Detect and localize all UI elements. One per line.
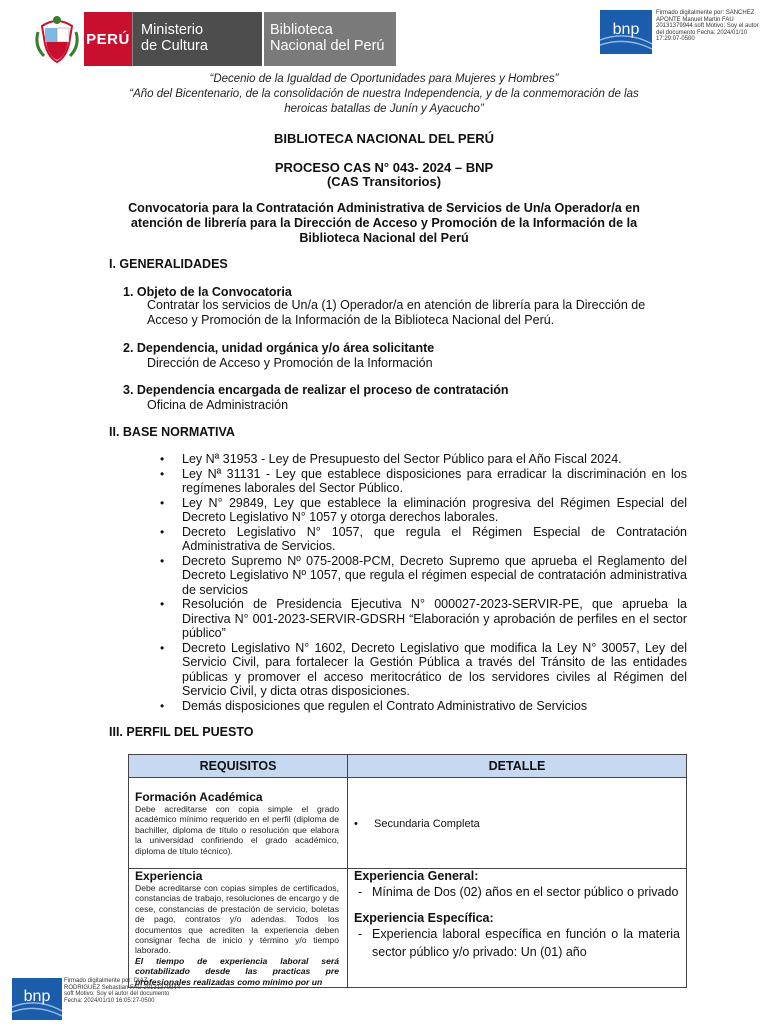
table-cell (348, 869, 687, 988)
req-text: Debe acreditarse con copia simple el grado académico mínimo requerido en el perfil (diploma de bachiller, diploma de título o resolución que elabora la universidad confiriendo el grado académico, diploma de título técnico). (135, 804, 339, 856)
req-text: Debe acreditarse con copias simples de certificados, constancias de trabajo, resoluciones de encargo y de cese, constancias de prestación de servicio, boletas de pago, contratos y/o adendas. Todos los documentos que acrediten la experiencia deben consignar fecha de inicio y término y/o tiempo laborado. (135, 883, 339, 956)
experience-general-text: - Mínima de Dos (02) años en el sector público o privado (348, 883, 686, 901)
coat-of-arms-icon (34, 12, 80, 66)
list-item: • Demás disposiciones que regulen el Contrato Administrativo de Servicios (160, 699, 687, 714)
subsection-heading: 3. Dependencia encargada de realizar el proceso de contratación (123, 383, 509, 397)
subsection-heading: 2. Dependencia, unidad orgánica y/o área solicitante (123, 341, 435, 355)
biblioteca-label: Biblioteca Nacional del Perú (264, 12, 396, 66)
signature-text: Firmado digitalmente por: DIAZ RODRIGUEZ Sebastian FAU 20131379944 soft Motivo: Soy el autor del documento Fecha: 2024/01/10 16:05:27-0500 (64, 978, 181, 1004)
table-cell (129, 869, 348, 988)
col-header-detalle: DETALLE (348, 755, 687, 778)
signature-text: Firmado digitalmente por: SANCHEZ APONTE Manuel Martin FAU 20131379944 soft Motivo: Soy el autor del documento Fecha: 2024/01/10 17:29:07-0500 (656, 10, 759, 42)
experience-specific-heading: Experiencia Específica: (354, 911, 494, 925)
section-heading-generalidades: I. GENERALIDADES (109, 257, 228, 271)
digital-signature-top (600, 10, 768, 54)
table-cell (348, 778, 687, 869)
list-item: • Ley N° 29849, Ley que establece la eliminación progresiva del Régimen Especial del Decreto Legislativo N° 1057 y otorga derechos laborales. (160, 496, 687, 525)
institution-title: BIBLIOTECA NACIONAL DEL PERÚ (273, 131, 495, 146)
bnp-logo: bnp (600, 10, 652, 54)
list-item: • Decreto Legislativo N° 1602, Decreto Legislativo que modifica la Ley N° 30057, Ley del Servicio Civil, para fortalecer la Gestión Pública a través del Tránsito de las entidades públicas y promover el acceso meritocrático de los servidores civiles al Régimen del Servicio Civil, y dicta otras disposiciones. (160, 641, 687, 699)
ministerio-label: Ministerio de Cultura (132, 12, 262, 66)
normative-list (160, 452, 687, 713)
process-title: PROCESO CAS N° 043- 2024 – BNP (274, 160, 494, 175)
subsection-text: Dirección de Acceso y Promoción de la Información (147, 356, 433, 370)
table-cell (129, 778, 348, 869)
experience-specific-text: - Experiencia laboral específica en función o la materia sector público y/o privado: Un (01) año (348, 925, 686, 961)
list-item: • Resolución de Presidencia Ejecutiva N° 000027-2023-SERVIR-PE, que aprueba la Directiva N° 001-2023-SERVIR-GDSRH “Elaboración y aprobación de perfiles en el sector público” (160, 597, 687, 641)
section-heading-base-normativa: II. BASE NORMATIVA (109, 425, 235, 439)
subsection-heading: 1. Objeto de la Convocatoria (123, 285, 292, 299)
profile-table (128, 754, 687, 988)
subsection-text: Oficina de Administración (147, 398, 289, 412)
digital-signature-bottom (12, 978, 184, 1020)
col-header-requisitos: REQUISITOS (129, 755, 348, 778)
list-item: • Ley Nª 31131 - Ley que establece disposiciones para erradicar la discriminación en los regímenes laborales del Sector Público. (160, 467, 687, 496)
req-heading: Experiencia (135, 869, 203, 883)
list-item: • Decreto Supremo Nº 075-2008-PCM, Decreto Supremo que aprueba el Reglamento del Decreto Legislativo Nº 1057, que regula el régimen especial de contratación administrativa de servicios (160, 554, 687, 598)
list-item: • Ley Nª 31953 - Ley de Presupuesto del Sector Público para el Año Fiscal 2024. (160, 452, 687, 467)
experience-general-heading: Experiencia General: (354, 869, 479, 883)
header-logos (34, 12, 396, 66)
bnp-logo: bnp (12, 978, 62, 1020)
peru-label: PERÚ (84, 12, 132, 66)
convocatoria-title: Convocatoria para la Contratación Administrativa de Servicios de Un/a Operador/a en atención de librería para la Dirección de Acceso y Promoción de la Información de la Biblioteca Nacional del Perú (128, 201, 640, 245)
list-item: • Decreto Legislativo N° 1057, que regula el Régimen Especial de Contratación Administrativa de Servicios. (160, 525, 687, 554)
detail-bullet: • Secundaria Completa (354, 818, 480, 830)
req-heading: Formación Académica (135, 790, 263, 804)
section-heading-perfil: III. PERFIL DEL PUESTO (109, 725, 254, 739)
subsection-text: Contratar los servicios de Un/a (1) Operador/a en atención de librería para la Dirección de Acceso y Promoción de la Información de la Biblioteca Nacional del Perú. (147, 298, 646, 327)
decenio-quote: “Decenio de la Igualdad de Oportunidades para Mujeres y Hombres” “Año del Bicentenario, de la consolidación de nuestra Independencia, y de la conmemoración de las heroicas batallas de Junín y Ayacucho” (129, 73, 639, 115)
process-type: (CAS Transitorios) (326, 174, 442, 189)
req-bold-note: El tiempo de experiencia laboral será contabilizado desde las practicas pre profesionales realizadas como mínimo por un (135, 955, 339, 987)
